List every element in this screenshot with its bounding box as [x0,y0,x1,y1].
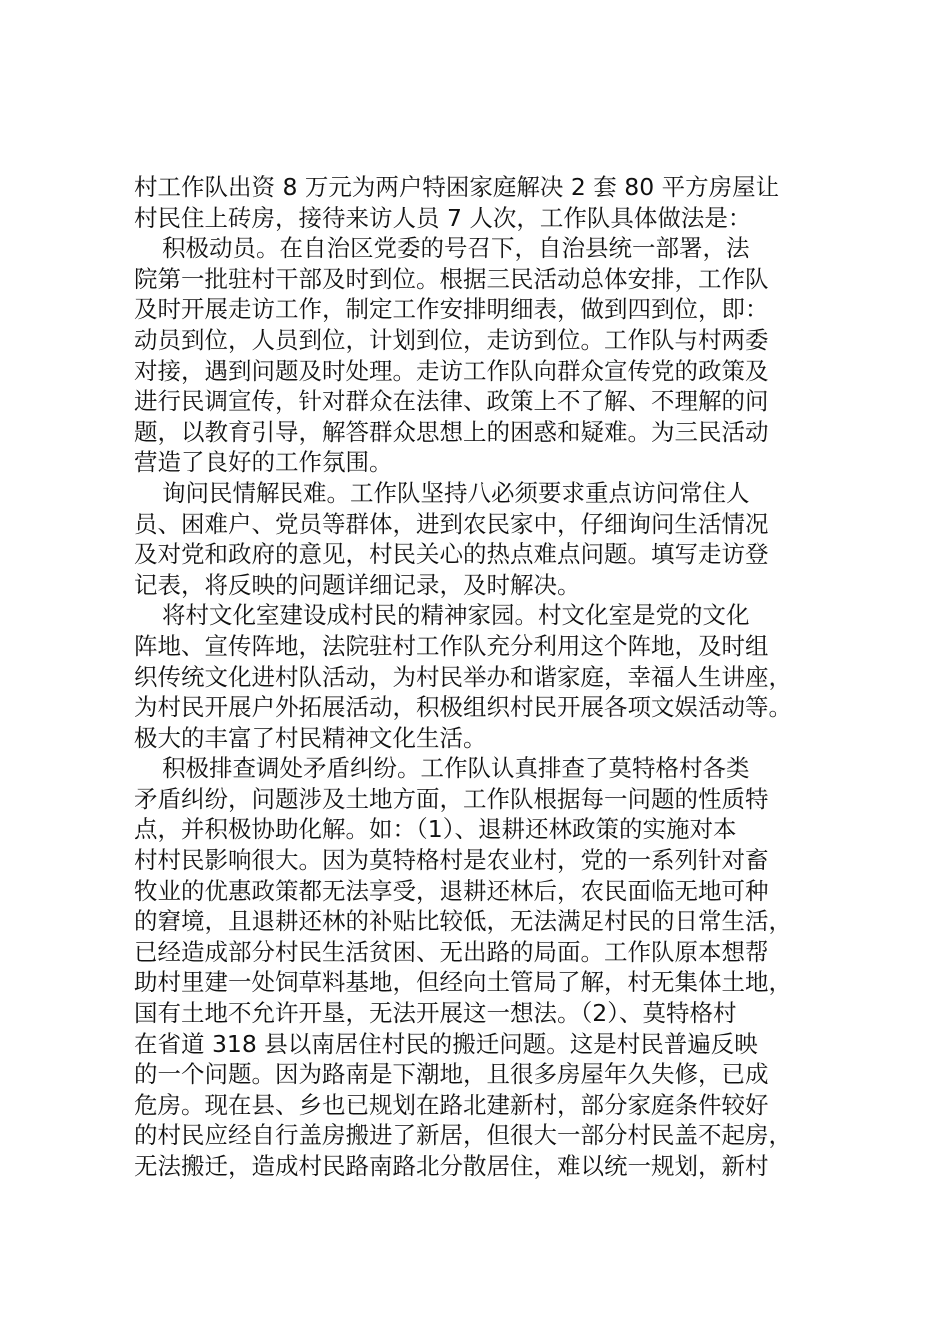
text-line: 已经造成部分村民生活贫困、无出路的局面。工作队原本想帮 [134,937,769,966]
text-line: 的窘境，且退耕还林的补贴比较低，无法满足村民的日常生活， [134,907,792,936]
text-line: 对接，遇到问题及时处理。走访工作队向群众宣传党的政策及 [134,356,769,385]
text-line: 记表，将反映的问题详细记录，及时解决。 [134,570,581,599]
text-line: 动员到位，人员到位，计划到位，走访到位。工作队与村两委 [134,325,769,354]
paragraph-start-line: 积极动员。在自治区党委的号召下，自治县统一部署，法 [162,234,750,263]
text-line: 助村里建一处饲草料基地，但经向土管局了解，村无集体土地， [134,968,792,997]
text-line: 的一个问题。因为路南是下潮地，且很多房屋年久失修，已成 [134,1060,769,1089]
text-line: 国有土地不允许开垦，无法开展这一想法。（2）、莫特格村 [134,999,737,1028]
text-line: 危房。现在县、乡也已规划在路北建新村，部分家庭条件较好 [134,1090,769,1119]
text-line: 的村民应经自行盖房搬进了新居，但很大一部分村民盖不起房， [134,1121,792,1150]
text-line: 牧业的优惠政策都无法享受，退耕还林后，农民面临无地可种 [134,876,769,905]
text-line: 员、困难户、党员等群体，进到农民家中，仔细询问生活情况 [134,509,769,538]
text-line: 题，以教育引导，解答群众思想上的困惑和疑难。为三民活动 [134,417,769,446]
text-line: 极大的丰富了村民精神文化生活。 [134,723,487,752]
text-line: 阵地、宣传阵地，法院驻村工作队充分利用这个阵地，及时组 [134,631,769,660]
text-line: 院第一批驻村干部及时到位。根据三民活动总体安排，工作队 [134,264,769,293]
text-line: 村村民影响很大。因为莫特格村是农业村，党的一系列针对畜 [134,846,769,875]
text-line: 无法搬迁，造成村民路南路北分散居住，难以统一规划，新村 [134,1152,769,1180]
paragraph-start-line: 询问民情解民难。工作队坚持八必须要求重点访问常住人 [162,478,750,507]
text-line: 矛盾纠纷，问题涉及土地方面，工作队根据每一问题的性质特 [134,784,769,813]
text-line: 点，并积极协助化解。如：（1）、退耕还林政策的实施对本 [134,815,737,844]
text-line: 村工作队出资 8 万元为两户特困家庭解决 2 套 80 平方房屋让 [134,173,780,201]
text-line: 织传统文化进村队活动，为村民举办和谐家庭，幸福人生讲座， [134,662,792,691]
text-line: 村民住上砖房，接待来访人员 7 人次，工作队具体做法是： [134,203,752,232]
text-line: 为村民开展户外拓展活动，积极组织村民开展各项文娱活动等。 [134,693,792,722]
text-line: 进行民调宣传，针对群众在法律、政策上不了解、不理解的问 [134,387,769,416]
text-line: 及对党和政府的意见，村民关心的热点难点问题。填写走访登 [134,540,769,569]
text-line: 及时开展走访工作，制定工作安排明细表，做到四到位，即： [134,295,769,324]
paragraph-start-line: 积极排查调处矛盾纠纷。工作队认真排查了莫特格村各类 [162,754,750,783]
body-text [134,172,854,1182]
text-line: 在省道 318 县以南居住村民的搬迁问题。这是村民普遍反映 [134,1029,758,1058]
paragraph-start-line: 将村文化室建设成村民的精神家园。村文化室是党的文化 [162,601,750,630]
text-line: 营造了良好的工作氛围。 [134,448,393,477]
